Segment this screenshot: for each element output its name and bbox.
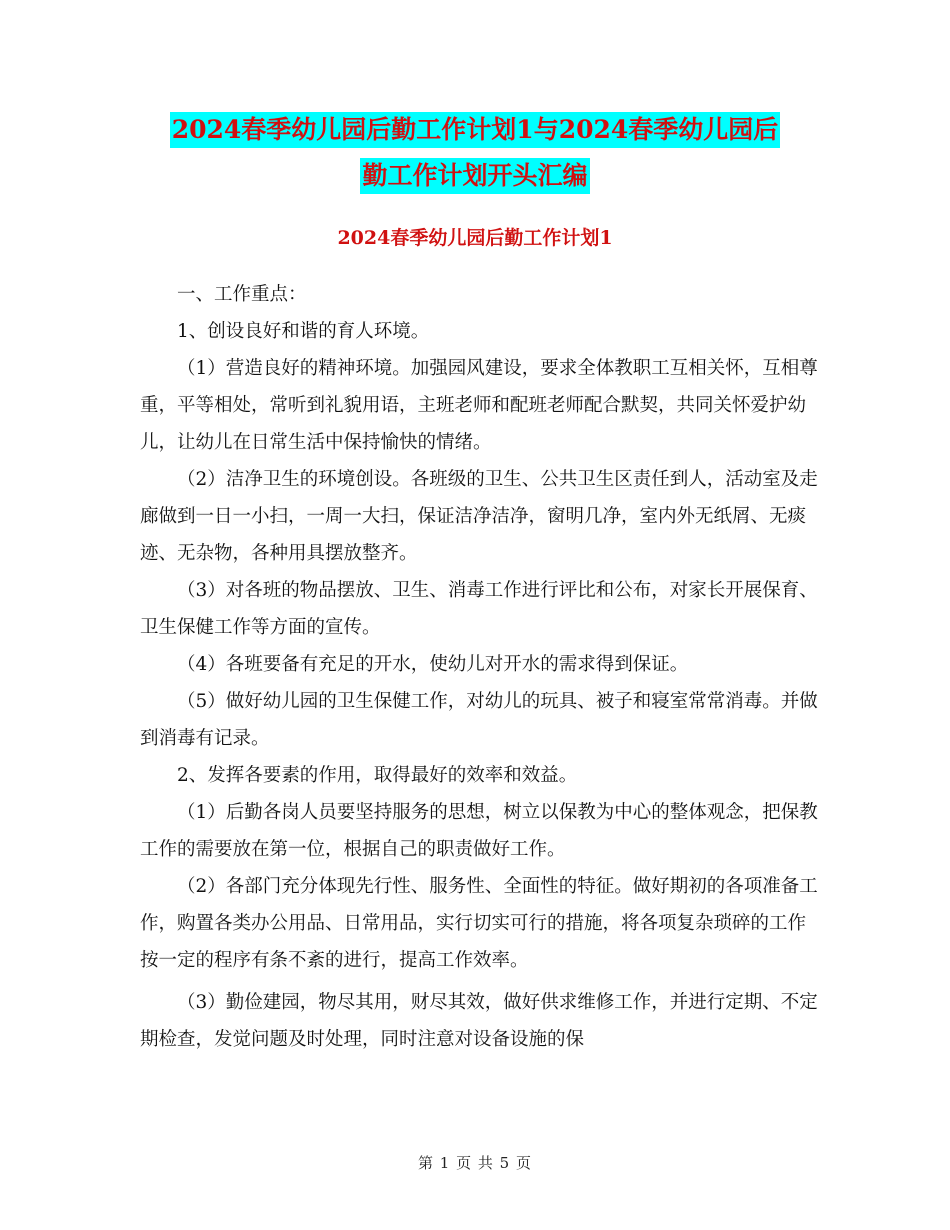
paragraph: 2、发挥各要素的作用，取得最好的效率和效益。 (177, 765, 578, 786)
paragraph: 1、创设良好和谐的育人环境。 (177, 321, 430, 342)
title-line-2: 勤工作计划开头汇编 (360, 158, 589, 194)
paragraph: （2）各部门充分体现先行性、服务性、全面性的特征。做好期初的各项准备工作，购置各类办公用品、日常用品，实行切实可行的措施，将各项复杂琐碎的工作按一定的程序有条不紊的进行，提高工作效率。 (140, 876, 818, 971)
document-title (0, 112, 950, 204)
paragraph: （5）做好幼儿园的卫生保健工作，对幼儿的玩具、被子和寝室常常消毒。并做到消毒有记录。 (140, 691, 818, 749)
paragraph: （1）营造良好的精神环境。加强园风建设，要求全体教职工互相关怀，互相尊重，平等相处，常听到礼貌用语，主班老师和配班老师配合默契，共同关怀爱护幼儿，让幼儿在日常生活中保持愉快的情绪。 (140, 358, 818, 453)
title-line-1: 2024春季幼儿园后勤工作计划1与2024春季幼儿园后 (170, 112, 781, 148)
paragraph: （4）各班要备有充足的开水，使幼儿对开水的需求得到保证。 (177, 654, 689, 675)
page-footer: 第 1 页 共 5 页 (418, 1154, 532, 1172)
section-heading: 2024春季幼儿园后勤工作计划1 (337, 227, 613, 249)
paragraph: （1）后勤各岗人员要坚持服务的思想，树立以保教为中心的整体观念，把保教工作的需要放在第一位，根据自己的职责做好工作。 (140, 802, 818, 860)
paragraph: （3）勤俭建园，物尽其用，财尽其效，做好供求维修工作，并进行定期、不定期检查，发觉问题及时处理，同时注意对设备设施的保 (140, 992, 818, 1050)
paragraph: （2）洁净卫生的环境创设。各班级的卫生、公共卫生区责任到人，活动室及走廊做到一日一小扫，一周一大扫，保证洁净洁净，窗明几净，室内外无纸屑、无痰迹、无杂物，各种用具摆放整齐。 (140, 469, 818, 564)
paragraph: （3）对各班的物品摆放、卫生、消毒工作进行评比和公布，对家长开展保育、卫生保健工作等方面的宣传。 (140, 580, 818, 638)
paragraph: 一、工作重点： (177, 284, 307, 305)
document-body (140, 276, 820, 1058)
